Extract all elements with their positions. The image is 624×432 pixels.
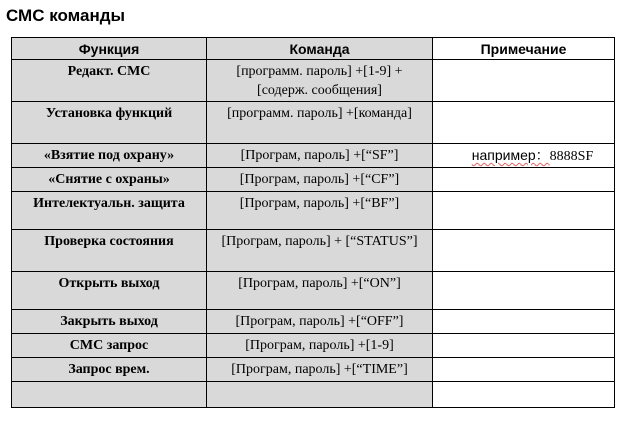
note-text xyxy=(437,168,610,170)
command-text: [программ. пароль] +[1-9] + [содерж. сообщения] xyxy=(236,64,403,98)
function-cell xyxy=(12,334,207,358)
note-text xyxy=(437,358,610,360)
table-row xyxy=(12,60,615,102)
table-row xyxy=(12,192,615,230)
function-cell xyxy=(12,192,207,230)
note-cell xyxy=(433,310,615,334)
function-cell xyxy=(12,102,207,144)
document-title: СМС команды xyxy=(6,6,126,25)
note-text xyxy=(437,60,610,62)
command-cell xyxy=(207,102,433,144)
function-text: «Снятие с охраны» xyxy=(48,172,170,187)
command-cell xyxy=(207,230,433,272)
table-row xyxy=(12,272,615,310)
function-text: Проверка состояния xyxy=(44,234,174,249)
note-cell xyxy=(433,168,615,192)
command-cell xyxy=(207,358,433,382)
function-text xyxy=(16,382,202,384)
function-cell xyxy=(12,272,207,310)
function-cell xyxy=(12,60,207,102)
note-text xyxy=(437,144,610,166)
command-cell xyxy=(207,60,433,102)
note-text xyxy=(437,334,610,336)
function-cell xyxy=(12,230,207,272)
command-text: [программ. пароль] +[команда] xyxy=(227,106,412,121)
function-text: Интелектуальн. защита xyxy=(33,196,185,211)
command-text: [Програм, пароль] +[“TIME”] xyxy=(231,362,408,377)
header-command: Команда xyxy=(207,38,433,60)
note-cell xyxy=(433,102,615,144)
command-cell xyxy=(207,192,433,230)
command-text: [Програм, пароль] +[“CF”] xyxy=(239,172,400,187)
command-text: [Програм, пароль] +[“ON”] xyxy=(238,276,401,291)
note-cell xyxy=(433,272,615,310)
function-text: «Взятие под охрану» xyxy=(43,148,175,163)
note-cell xyxy=(433,60,615,102)
function-cell xyxy=(12,310,207,334)
function-cell xyxy=(12,358,207,382)
function-cell xyxy=(12,168,207,192)
function-text: Установка функций xyxy=(45,106,173,121)
table-row xyxy=(12,230,615,272)
command-cell xyxy=(207,144,433,168)
function-cell xyxy=(12,382,207,408)
note-text xyxy=(437,310,610,312)
note-cell xyxy=(433,144,615,168)
note-text xyxy=(437,230,610,232)
note-text xyxy=(437,102,610,104)
function-text: Запрос врем. xyxy=(68,362,150,377)
table-row xyxy=(12,382,615,408)
header-function: Функция xyxy=(12,38,207,60)
command-text: [Програм, пароль] +[“OFF”] xyxy=(235,314,404,329)
function-text: Открыть выход xyxy=(58,276,160,291)
command-cell xyxy=(207,272,433,310)
function-text: Закрыть выход xyxy=(60,314,158,329)
note-example-word: например： xyxy=(471,147,550,163)
command-text: [Програм, пароль] +[1-9] xyxy=(245,338,394,353)
command-cell xyxy=(207,310,433,334)
function-cell xyxy=(12,144,207,168)
table-row xyxy=(12,102,615,144)
table-row xyxy=(12,144,615,168)
note-text xyxy=(437,272,610,274)
command-cell xyxy=(207,382,433,408)
table-row xyxy=(12,168,615,192)
command-cell xyxy=(207,334,433,358)
command-text: [Програм, пароль] +[“BF”] xyxy=(239,196,400,211)
header-note: Примечание xyxy=(433,38,615,60)
sms-commands-table xyxy=(11,37,615,408)
note-cell xyxy=(433,230,615,272)
note-example-value: 8888SF xyxy=(549,149,594,164)
note-text xyxy=(437,192,610,194)
command-text: [Програм, пароль] +[“SF”] xyxy=(240,148,399,163)
function-text: Редакт. СМС xyxy=(67,64,151,79)
table-header-row xyxy=(12,38,615,60)
note-cell xyxy=(433,192,615,230)
table-row xyxy=(12,358,615,382)
note-cell xyxy=(433,358,615,382)
command-cell xyxy=(207,168,433,192)
note-cell xyxy=(433,382,615,408)
function-text: СМС запрос xyxy=(69,338,149,353)
command-text xyxy=(211,382,428,384)
command-text: [Програм, пароль] + [“STATUS”] xyxy=(221,234,418,249)
table-row xyxy=(12,310,615,334)
table-row xyxy=(12,334,615,358)
note-cell xyxy=(433,334,615,358)
note-text xyxy=(437,382,610,384)
